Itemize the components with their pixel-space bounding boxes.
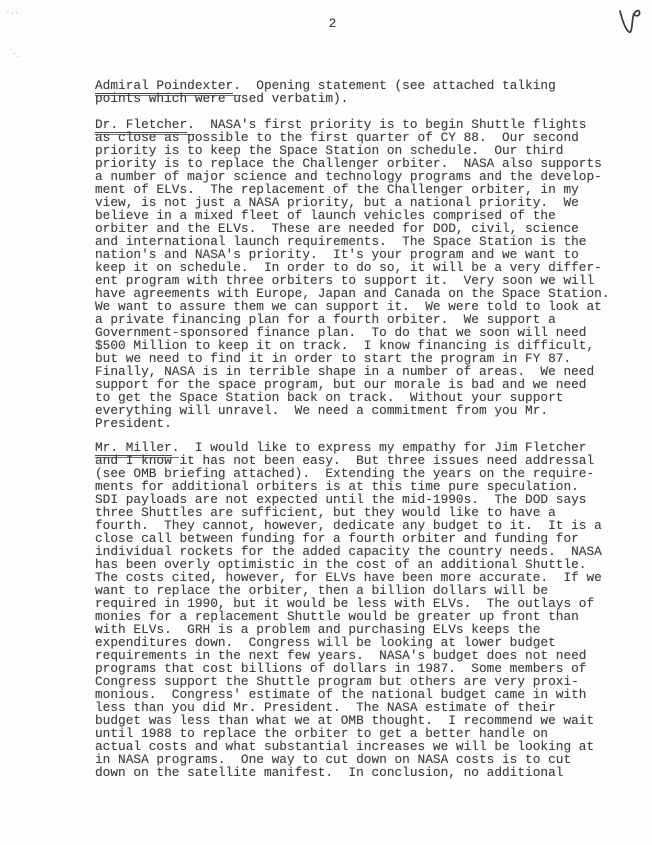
text-line: points which were used verbatim). [95, 91, 349, 106]
text-line: ments for additional orbiters is at this time pure speculation. [95, 479, 579, 494]
text-line: orbiter and the ELVs. These are needed for DOD, civil, science [95, 221, 579, 236]
speaker-statement-start: . I would like to express my empathy for Jim Fletcher [171, 440, 587, 455]
paragraph-fletcher [95, 117, 610, 431]
speaker-statement-start: . NASA's first priority is to begin Shuttle flights [187, 117, 587, 132]
text-line: have agreements with Europe, Japan and Canada on the Space Station. [95, 286, 610, 301]
text-line: with ELVs. GRH is a problem and purchasing ELVs keeps the [95, 622, 541, 637]
paragraph-miller [95, 440, 602, 780]
text-line: three Shuttles are sufficient, but they would like to have a [95, 505, 556, 520]
text-line: believe in a mixed fleet of launch vehicles comprised of the [95, 208, 556, 223]
text-line: a number of major science and technology programs and the develop- [95, 169, 602, 184]
text-line: as close as possible to the first quarter of CY 88. Our second [95, 130, 579, 145]
text-line: The costs cited, however, for ELVs have been more accurate. If we [95, 570, 602, 585]
text-line: ment of ELVs. The replacement of the Challenger orbiter, in my [95, 182, 579, 197]
text-line: monious. Congress' estimate of the national budget came in with [95, 687, 587, 702]
scan-smudge: -.. [4, 6, 19, 18]
text-line: and I know it has not been easy. But three issues need addressal [95, 453, 595, 468]
speaker-name: Dr. Fletcher [95, 117, 188, 132]
text-line: expenditures down. Congress will be looking at lower budget [95, 635, 556, 650]
text-line: in NASA programs. One way to cut down on NASA costs is to cut [95, 752, 572, 767]
text-line: has been overly optimistic in the cost of an additional Shuttle. [95, 557, 587, 572]
text-line: until 1988 to replace the orbiter to get a better handle on [95, 726, 549, 741]
text-line: and international launch requirements. The Space Station is the [95, 234, 587, 249]
paragraph-poindexter [95, 79, 570, 105]
text-line: keep it on schedule. In order to do so, it will be a very differ- [95, 260, 602, 275]
text-line: We want to assure them we can support it. We were told to look at [95, 299, 602, 314]
text-line: $500 Million to keep it on track. I know financing is difficult, [95, 338, 595, 353]
text-line: less than you did Mr. President. The NASA estimate of their [95, 700, 556, 715]
text-line: a private financing plan for a fourth orbiter. We support a [95, 312, 556, 327]
scan-smudge: `-. [5, 47, 22, 61]
text-line: ent program with three orbiters to support it. Very soon we will [95, 273, 595, 288]
text-line: Finally, NASA is in terrible shape in a number of areas. We need [95, 364, 595, 379]
text-line: budget was less than what we at OMB thought. I recommend we wait [95, 713, 595, 728]
text-line: Congress support the Shuttle program but others are very proxi- [95, 674, 579, 689]
text-line: individual rockets for the added capacity the country needs. NASA [95, 544, 602, 559]
text-line: priority is to replace the Challenger orbiter. NASA also supports [95, 156, 602, 171]
document-body [95, 16, 610, 780]
text-line: required in 1990, but it would be less with ELVs. The outlays of [95, 596, 595, 611]
text-line: actual costs and what substantial increases we will be looking at [95, 739, 595, 754]
text-line: priority is to keep the Space Station on schedule. Our third [95, 143, 564, 158]
speaker-name: Admiral Poindexter [95, 78, 234, 93]
text-line: fourth. They cannot, however, dedicate any budget to it. It is a [95, 518, 602, 533]
text-line: support for the space program, but our morale is bad and we need [95, 377, 587, 392]
text-line: SDI payloads are not expected until the mid-1990s. The DOD says [95, 492, 587, 507]
text-line: but we need to find it in order to start the program in FY 87. [95, 351, 572, 366]
text-line: down on the satellite manifest. In conclusion, no additional [95, 765, 564, 780]
speaker-statement-start: . Opening statement (see attached talking [233, 78, 556, 93]
text-line: programs that cost billions of dollars in 1987. Some members of [95, 661, 587, 676]
text-line: President. [95, 416, 172, 431]
page-number: 2 [328, 16, 337, 31]
text-line: to get the Space Station back on track. Without your support [95, 390, 564, 405]
text-line: everything will unravel. We need a commitment from you Mr. [95, 403, 549, 418]
text-line: Government-sponsored finance plan. To do that we soon will need [95, 325, 587, 340]
text-line: want to replace the orbiter, then a billion dollars will be [95, 583, 549, 598]
text-line: (see OMB briefing attached). Extending the years on the require- [95, 466, 595, 481]
text-line: monies for a replacement Shuttle would be greater up front than [95, 609, 579, 624]
speaker-name: Mr. Miller [95, 440, 172, 455]
text-line: nation's and NASA's priority. It's your program and we want to [95, 247, 579, 262]
text-line: requirements in the next few years. NASA's budget does not need [95, 648, 587, 663]
handwritten-check-mark [616, 6, 646, 44]
text-line: view, is not just a NASA priority, but a national priority. We [95, 195, 579, 210]
text-line: close call between funding for a fourth orbiter and funding for [95, 531, 579, 546]
